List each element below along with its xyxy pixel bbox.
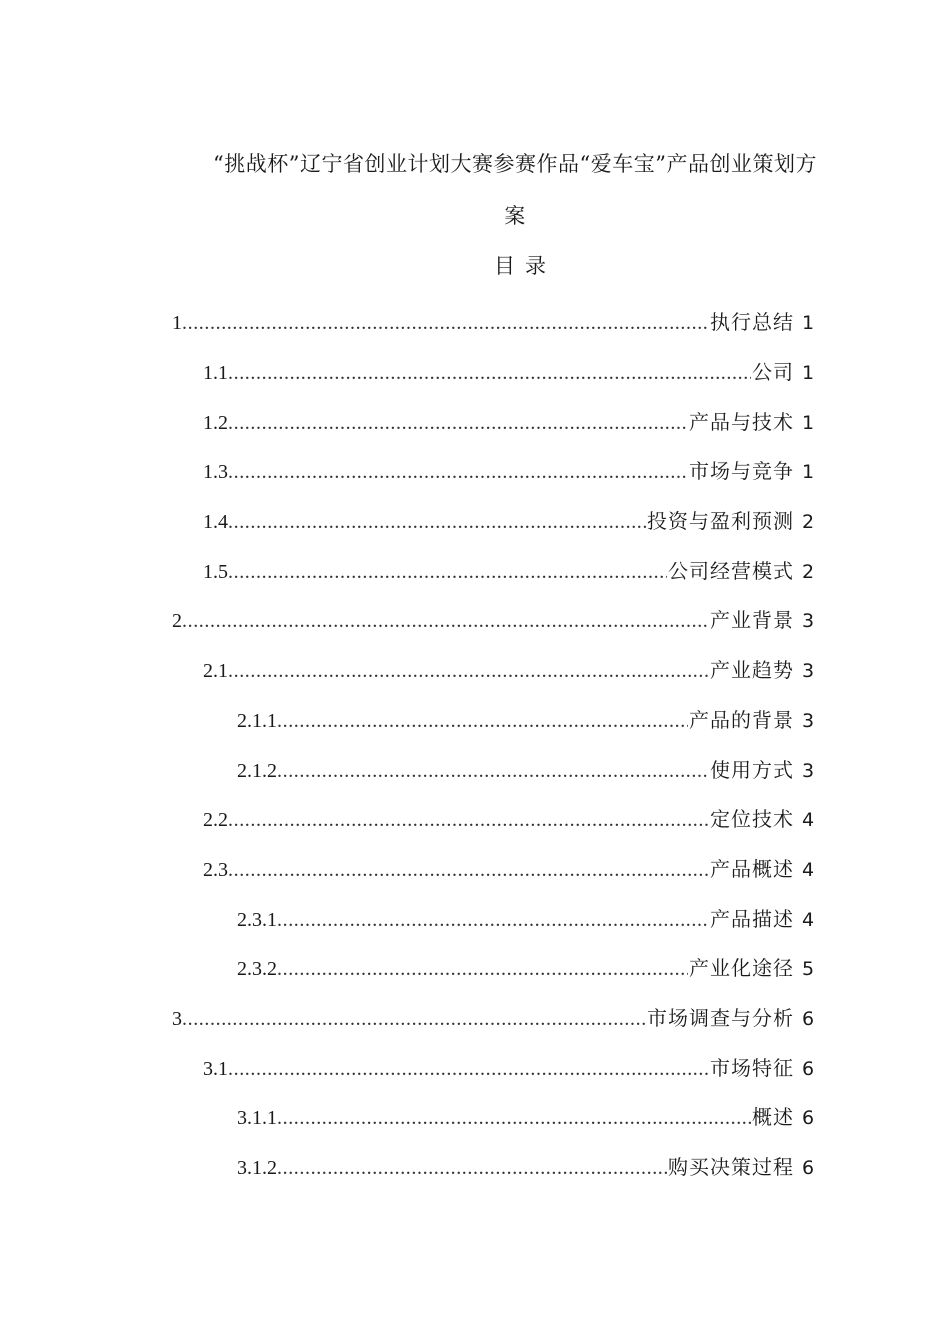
toc-entry-link[interactable] [203,406,820,435]
toc-entry-page-number: 6 [802,1007,815,1030]
toc-entry-link[interactable] [172,306,820,335]
toc-entry-link[interactable] [203,555,820,584]
toc-entry-number: 2.3 [203,858,228,881]
toc-dot-leader [277,1107,751,1130]
toc-entry-page-number: 3 [802,610,815,633]
toc-dot-leader [228,809,709,832]
toc-entry-page-number: 4 [802,858,815,881]
toc-entry-number: 1.2 [203,411,228,434]
toc-entry-link[interactable] [237,952,820,981]
toc-entry-number: 1.5 [203,560,228,583]
toc-entry-title: 执行总结 [710,310,794,335]
toc-dot-leader [228,660,709,683]
toc-entry-number: 1 [172,312,182,335]
table-of-contents [0,296,950,1190]
toc-entry-link[interactable] [203,505,820,534]
toc-entry [203,495,950,545]
toc-entry-number: 2.2 [203,809,228,832]
toc-entry-page-number: 1 [802,411,815,434]
toc-entry-page-number: 2 [802,560,815,583]
toc-entry-title: 产业背景 [710,608,794,633]
toc-entry-title: 产品概述 [710,856,794,881]
toc-entry-title: 定位技术 [710,807,794,832]
toc-entry-title: 使用方式 [710,757,794,782]
document-title-line-2: 案 [504,204,526,228]
toc-dot-leader [228,461,688,484]
toc-entry-title: 产业化途径 [689,956,794,981]
toc-dot-leader [277,909,709,932]
toc-entry-link[interactable] [172,604,820,633]
toc-entry-page-number: 3 [802,759,815,782]
toc-entry-link[interactable] [203,356,820,385]
toc-entry-page-number: 2 [802,511,815,534]
toc-dot-leader [277,1157,667,1180]
toc-entry-number: 2.1.2 [237,759,277,782]
toc-entry-link[interactable] [237,903,820,932]
toc-dot-leader [228,1058,709,1081]
toc-dot-leader [228,561,667,584]
toc-entry-title: 市场特征 [710,1055,794,1080]
toc-entry [203,644,950,694]
toc-dot-leader [277,958,688,981]
toc-entry [237,743,950,793]
toc-entry [172,992,950,1042]
toc-entry-link[interactable] [203,803,820,832]
document-title-line-1: “挑战杯”辽宁省创业计划大赛参赛作品“爱车宝”产品创业策划方 [213,152,817,176]
toc-entry [172,296,950,346]
toc-entry-page-number: 4 [802,908,815,931]
toc-entry [203,793,950,843]
toc-entry [237,1091,950,1141]
toc-entry [203,346,950,396]
toc-heading: 目录 [494,254,556,278]
toc-entry [237,1141,950,1191]
toc-entry-page-number: 4 [802,809,815,832]
toc-entry-page-number: 6 [802,1157,815,1180]
toc-entry-link[interactable] [237,754,820,783]
toc-entry [203,445,950,495]
toc-entry-link[interactable] [237,1151,820,1180]
toc-entry-number: 1.4 [203,511,228,534]
toc-entry-page-number: 6 [802,1107,815,1130]
toc-entry-title: 产业趋势 [710,658,794,683]
toc-entry-page-number: 5 [802,958,815,981]
toc-entry [172,594,950,644]
toc-entry-link[interactable] [172,1002,820,1031]
toc-entry-number: 3.1.2 [237,1157,277,1180]
toc-entry-number: 3 [172,1007,182,1030]
toc-entry [237,942,950,992]
toc-entry-number: 3.1 [203,1057,228,1080]
toc-dot-leader [228,412,688,435]
toc-entry [203,843,950,893]
toc-entry-page-number: 1 [802,461,815,484]
toc-entry [237,892,950,942]
toc-entry-title: 产品的背景 [689,707,794,732]
toc-entry-title: 购买决策过程 [668,1155,794,1180]
toc-dot-leader [182,1008,646,1031]
toc-entry-page-number: 3 [802,709,815,732]
toc-entry [203,395,950,445]
toc-entry-title: 产品描述 [710,906,794,931]
toc-entry-page-number: 3 [802,660,815,683]
toc-entry-link[interactable] [237,704,820,733]
toc-dot-leader [277,760,709,783]
toc-entry-link[interactable] [237,1101,820,1130]
toc-entry-number: 3.1.1 [237,1107,277,1130]
toc-entry-number: 2.1 [203,660,228,683]
toc-entry-title: 市场与竞争 [689,459,794,484]
toc-entry-number: 2.3.2 [237,958,277,981]
toc-entry-number: 2 [172,610,182,633]
toc-dot-leader [182,312,709,335]
toc-entry-title: 投资与盈利预测 [647,509,794,534]
toc-entry-link[interactable] [203,1052,820,1081]
toc-entry [203,544,950,594]
toc-dot-leader [228,859,709,882]
toc-entry-number: 1.1 [203,362,228,385]
toc-dot-leader [182,610,709,633]
toc-entry-link[interactable] [203,853,820,882]
toc-entry-number: 1.3 [203,461,228,484]
toc-entry-title: 市场调查与分析 [647,1005,794,1030]
toc-entry-title: 产品与技术 [689,409,794,434]
toc-dot-leader [277,710,688,733]
toc-entry [237,694,950,744]
toc-entry-page-number: 1 [802,312,815,335]
toc-entry-link[interactable] [203,654,820,683]
toc-entry-link[interactable] [203,455,820,484]
toc-entry-page-number: 1 [802,362,815,385]
toc-entry-number: 2.3.1 [237,908,277,931]
toc-entry-title: 概述 [752,1105,794,1130]
toc-entry [203,1041,950,1091]
toc-entry-page-number: 6 [802,1057,815,1080]
toc-entry-title: 公司经营模式 [668,558,794,583]
toc-dot-leader [228,511,646,534]
toc-dot-leader [228,362,751,385]
toc-entry-title: 公司 [752,360,794,385]
toc-entry-number: 2.1.1 [237,709,277,732]
